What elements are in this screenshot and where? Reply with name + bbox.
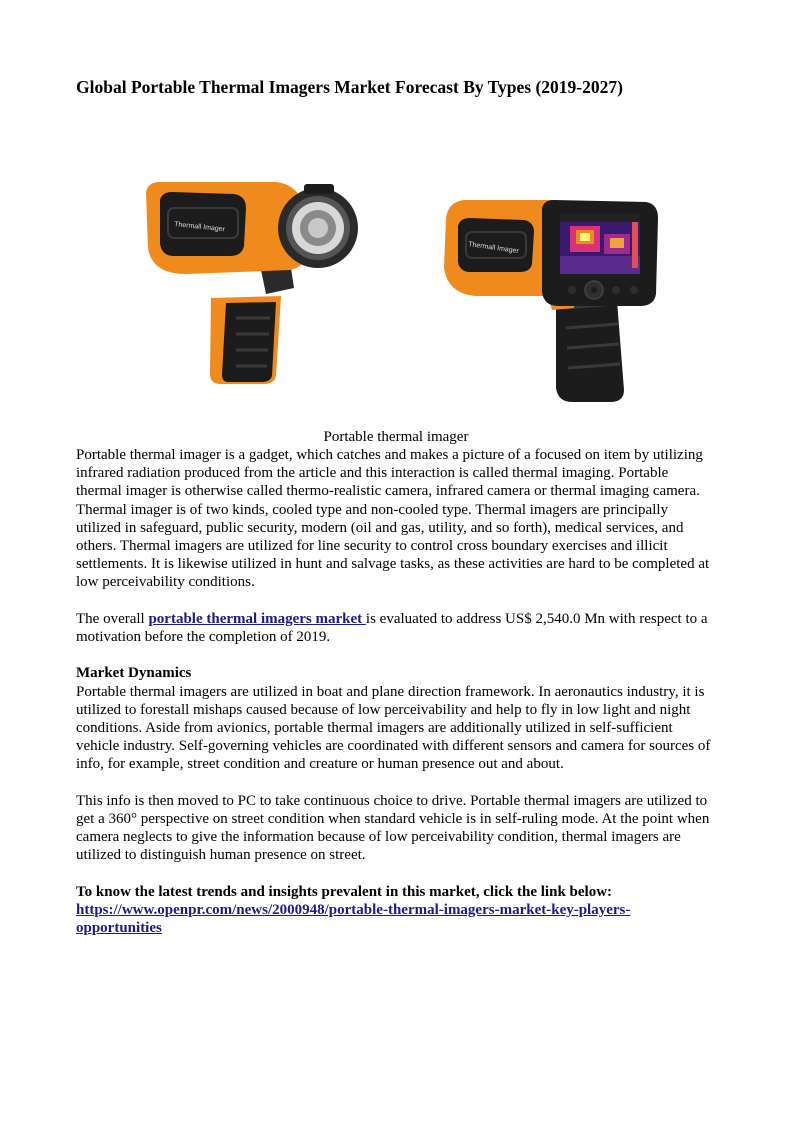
market-size-suffix: is evaluated to address US$ 2,540.0 Mn with respect to a motivation before the completion of 2019. bbox=[76, 610, 708, 646]
thermal-imager-illustration bbox=[76, 178, 716, 410]
cta-text: To know the latest trends and insights prevalent in this market, click the link below: bbox=[76, 883, 613, 900]
product-figure bbox=[76, 178, 716, 410]
right-thermal-imager bbox=[444, 200, 658, 402]
intro-paragraph: Portable thermal imager is a gadget, which catches and makes a picture of a focused on item by utilizing infrared radiation produced from the article and this interaction is called thermal imaging. Portable thermal imager is otherwise called thermo-realistic camera, infrared camera or thermal imaging camera. Thermal imager is of two kinds, cooled type and non-cooled type. Thermal imagers are principally utilized in safeguard, public security, modern (oil and gas, utility, and so forth), medical services, and others. Thermal imagers are utilized for line security to control cross boundary exercises and illicit settlements. It is likewise utilized in hunt and salvage tasks, as these activities are hard to be completed at low perceivability conditions. bbox=[76, 447, 710, 591]
figure-caption: Portable thermal imager bbox=[323, 429, 469, 445]
market-dynamics-heading: Market Dynamics bbox=[76, 665, 192, 682]
left-device-label: Thermall Imager bbox=[173, 221, 226, 234]
market-size-prefix: The overall bbox=[76, 610, 149, 627]
document-title: Global Portable Thermal Imagers Market Forecast By Types (2019-2027) bbox=[76, 77, 623, 97]
market-size-paragraph bbox=[76, 610, 716, 646]
article-body bbox=[76, 446, 716, 937]
market-dynamics-paragraph-2: This info is then moved to PC to take continuous choice to drive. Portable thermal imagers are utilized to get a 360° perspective on street condition when standard vehicle is in self-ruling mode. At the point when camera neglects to give the information because of low perceivability condition, thermal imagers are utilized to distinguish human presence on street. bbox=[76, 792, 710, 864]
cta-link[interactable]: https://www.openpr.com/news/2000948/portable-thermal-imagers-market-key-players-opportunities bbox=[76, 902, 631, 937]
right-device-label: Thermall Imager bbox=[467, 241, 520, 256]
market-report-link[interactable]: portable thermal imagers market bbox=[148, 610, 366, 627]
left-thermal-imager bbox=[146, 182, 358, 384]
market-dynamics-paragraph-1: Portable thermal imagers are utilized in boat and plane direction framework. In aeronautics industry, it is utilized to forestall mishaps caused because of low perceivability and help to fly in low light and night conditions. Aside from avionics, portable thermal imagers are additionally utilized in self-sufficient vehicle industry. Self-governing vehicles are coordinated with different sensors and camera for sources of info, for example, street condition and creature or human presence out and about. bbox=[76, 683, 711, 773]
